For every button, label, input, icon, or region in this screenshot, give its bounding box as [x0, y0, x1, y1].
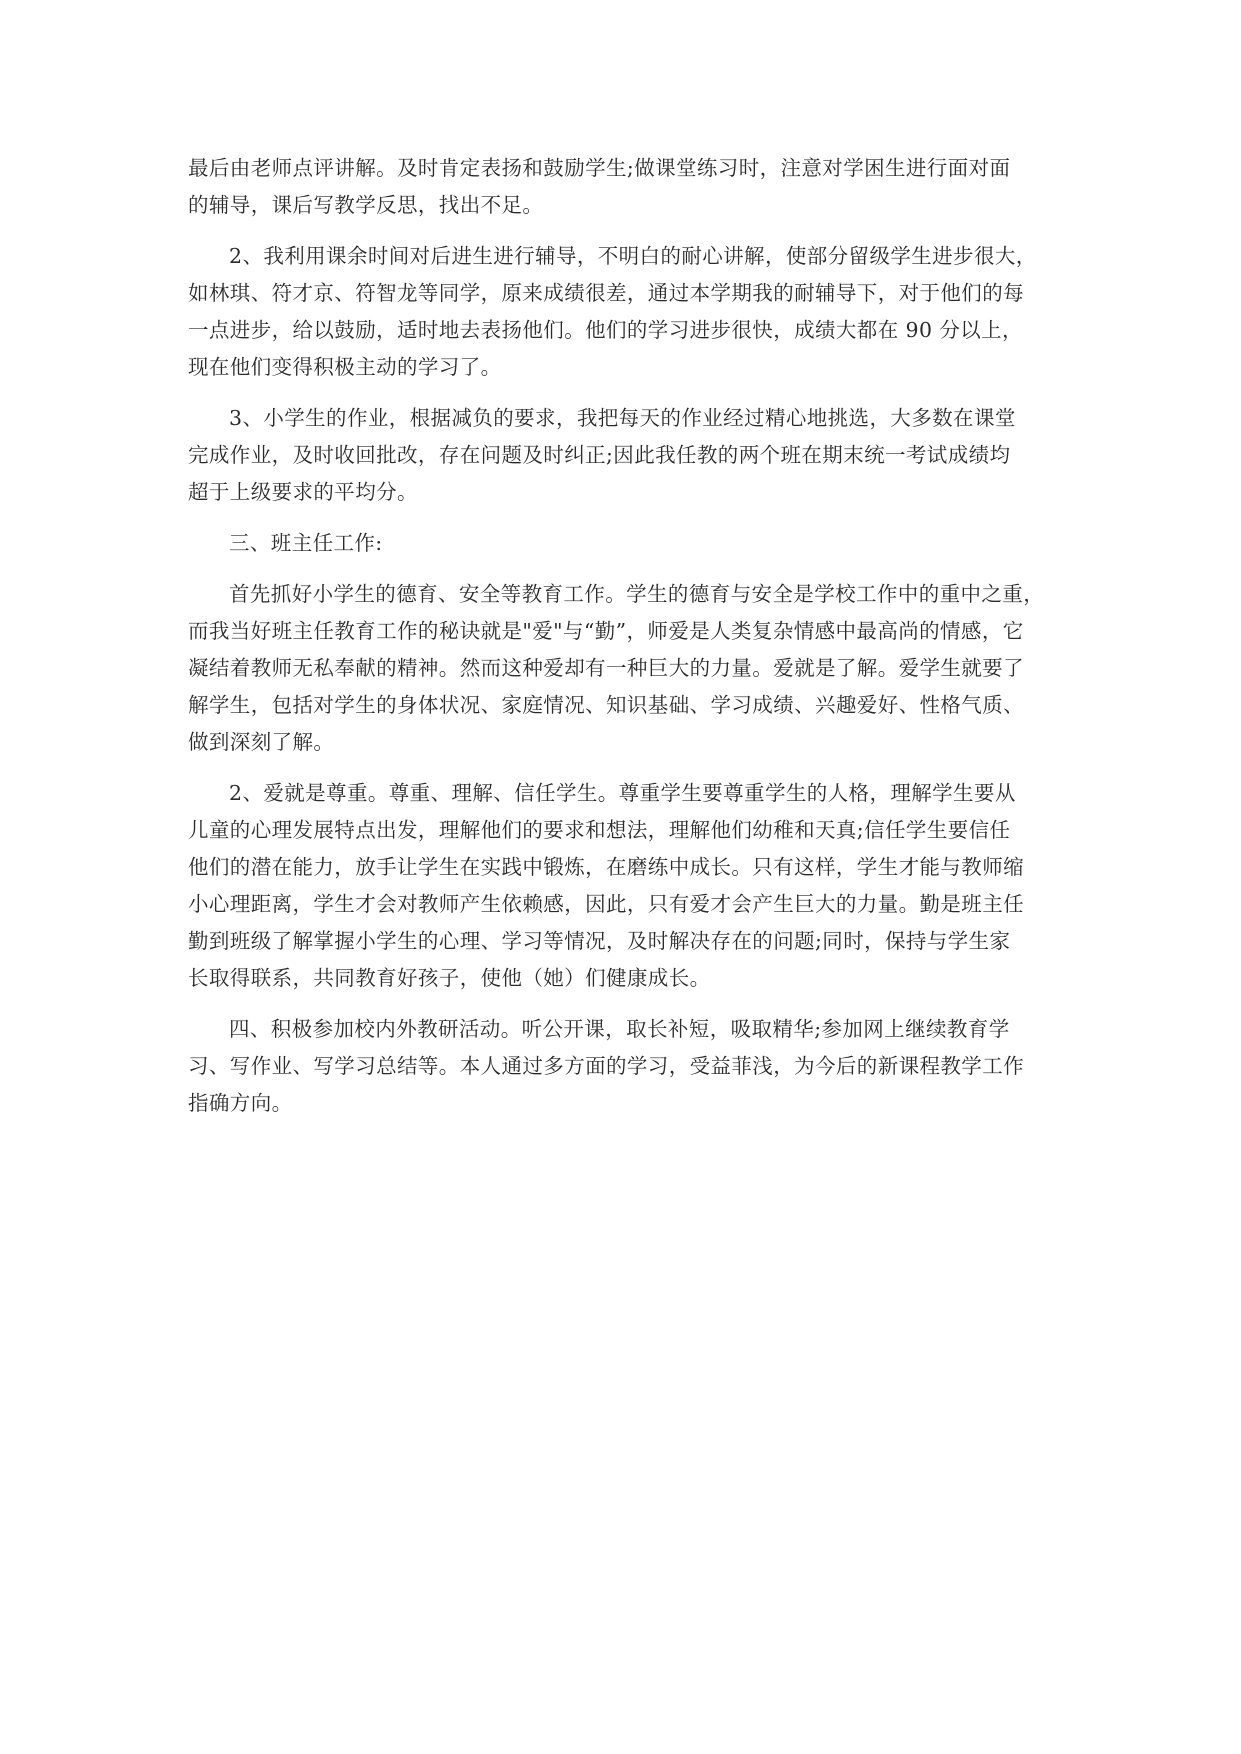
paragraph-research-activities: 四、积极参加校内外教研活动。听公开课，取长补短，吸取精华;参加网上继续教育学 习、写作业、写学习总结等。本人通过多方面的学习，受益菲浅，为今后的新课程教学工作 指确方向。 [188, 1017, 1024, 1115]
paragraph-homework: 3、小学生的作业，根据减负的要求，我把每天的作业经过精心地挑选，大多数在课堂 完成作业，及时收回批改，存在问题及时纠正;因此我任教的两个班在期末统一考试成绩均 超于上级要求的平均分。 [188, 406, 1016, 504]
section-heading-class-teacher: 三、班主任工作: [229, 531, 383, 555]
paragraph-continuation: 最后由老师点评讲解。及时肯定表扬和鼓励学生;做课堂练习时，注意对学困生进行面对面 的辅导，课后写教学反思，找出不足。 [188, 156, 1011, 217]
paragraph-tutoring: 2、我利用课余时间对后进生进行辅导，不明白的耐心讲解，使部分留级学生进步很大， 如林琪、符才京、符智龙等同学，原来成绩很差，通过本学期我的耐辅导下，对于他们的每 一点进步，给以鼓励，适时地去表扬他们。他们的学习进步很快，成绩大都在 90 分以上， 现在他们变得积极主动的学习了。 [188, 244, 1037, 379]
document-body [188, 150, 1058, 1136]
paragraph-moral-education: 首先抓好小学生的德育、安全等教育工作。学生的德育与安全是学校工作中的重中之重， 而我当好班主任教育工作的秘诀就是"爱"与“勤”，师爱是人类复杂情感中最高尚的情感，它 凝结着教师无私奉献的精神。然而这种爱却有一种巨大的力量。爱就是了解。爱学生就要了 解学生，包括对学生的身体状况、家庭情况、知识基础、学习成绩、兴趣爱好、性格气质、 做到深刻了解。 [188, 582, 1045, 754]
paragraph-respect: 2、爱就是尊重。尊重、理解、信任学生。尊重学生要尊重学生的人格，理解学生要从 儿童的心理发展特点出发，理解他们的要求和想法，理解他们幼稚和天真;信任学生要信任 他们的潜在能力，放手让学生在实践中锻炼，在磨练中成长。只有这样，学生才能与教师缩 小心理距离，学生才会对教师产生依赖感，因此，只有爱才会产生巨大的力量。勤是班主任 勤到班级了解掌握小学生的心理、学习等情况，及时解决存在的问题;同时，保持与学生家 长取得联系，共同教育好孩子，使他（她）们健康成长。 [188, 781, 1024, 990]
